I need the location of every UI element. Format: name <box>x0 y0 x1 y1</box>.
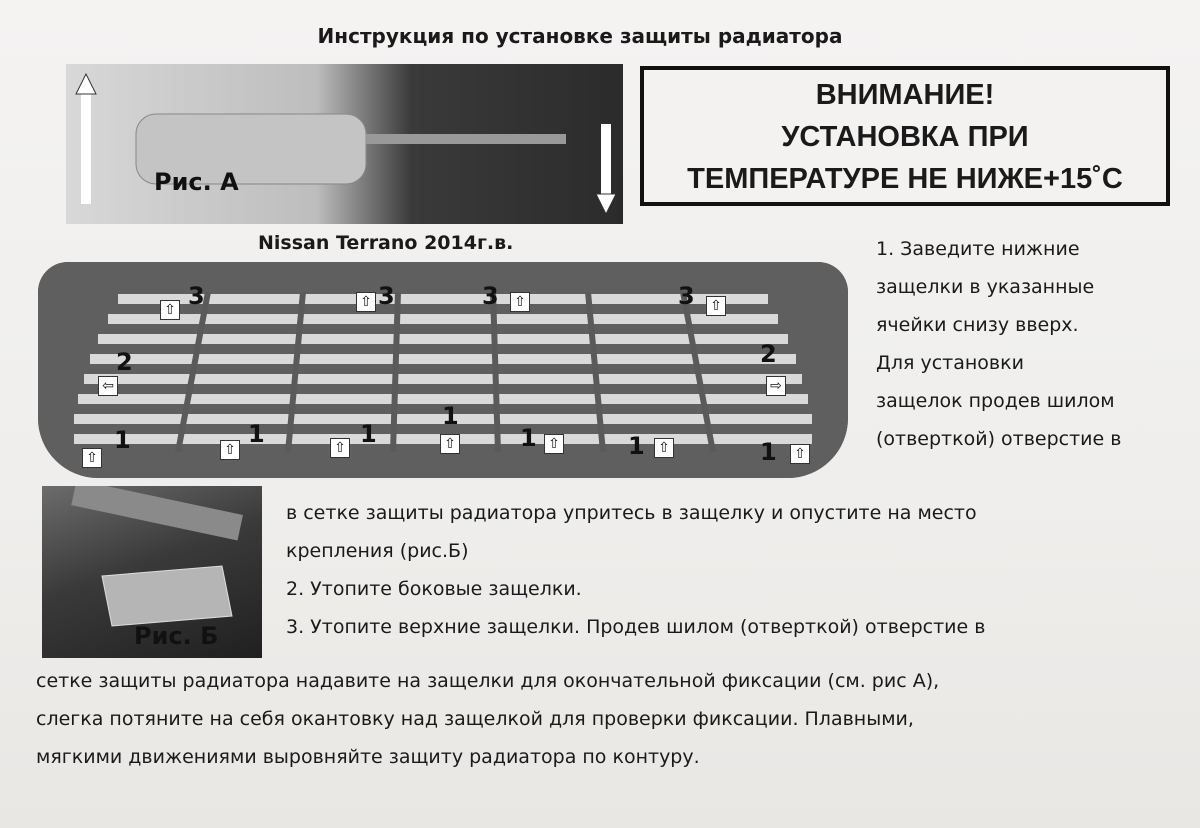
continuation-text <box>286 494 985 646</box>
continuation-line: в сетке защиты радиатора упритесь в защелку и опустите на место <box>286 502 977 524</box>
marker-number: 3 <box>482 282 499 310</box>
page-title: Инструкция по установке защиты радиатора <box>317 24 843 48</box>
warning-box <box>640 66 1170 206</box>
marker-number: 1 <box>248 420 265 448</box>
marker-arrow: ⇧ <box>330 438 350 458</box>
step1-line: (отверткой) отверстие в <box>876 428 1122 450</box>
marker-arrow: ⇨ <box>766 376 786 396</box>
photo-a-label: Рис. А <box>154 168 239 196</box>
step1-line: 1. Заведите нижние <box>876 238 1080 260</box>
step1-line: Для установки <box>876 352 1024 374</box>
step1-line: ячейки снизу вверх. <box>876 314 1079 336</box>
continuation-line: 3. Утопите верхние защелки. Продев шилом (отверткой) отверстие в <box>286 616 986 638</box>
continuation-line: 2. Утопите боковые защелки. <box>286 578 582 600</box>
continuation-line: крепления (рис.Б) <box>286 540 469 562</box>
marker-arrow: ⇧ <box>356 292 376 312</box>
marker-arrow: ⇧ <box>160 300 180 320</box>
marker-arrow: ⇧ <box>440 434 460 454</box>
final-line: мягкими движениями выровняйте защиту радиатора по контуру. <box>36 746 700 768</box>
marker-arrow: ⇧ <box>510 292 530 312</box>
marker-arrow: ⇧ <box>654 438 674 458</box>
model-label: Nissan Terrano 2014г.в. <box>258 232 514 254</box>
photo-a-illustration <box>66 64 623 224</box>
marker-arrow: ⇧ <box>706 296 726 316</box>
step1-line: защелки в указанные <box>876 276 1095 298</box>
warning-line-1: ВНИМАНИЕ! <box>815 79 995 111</box>
marker-number: 3 <box>378 282 395 310</box>
final-line: сетке защиты радиатора надавите на защелки для окончательной фиксации (см. рис А), <box>36 670 940 692</box>
marker-number: 1 <box>442 402 459 430</box>
final-text <box>36 662 939 776</box>
marker-arrow: ⇦ <box>98 376 118 396</box>
marker-number: 1 <box>114 426 131 454</box>
marker-number: 1 <box>360 420 377 448</box>
warning-line-3: ТЕМПЕРАТУРЕ НЕ НИЖЕ+15˚С <box>687 163 1123 195</box>
marker-arrow: ⇧ <box>544 434 564 454</box>
warning-line-2: УСТАНОВКА ПРИ <box>781 121 1029 153</box>
photo-a <box>66 64 623 224</box>
marker-number: 1 <box>628 432 645 460</box>
step1-line: защелок продев шилом <box>876 390 1115 412</box>
photo-b <box>42 486 262 658</box>
photo-b-label: Рис. Б <box>134 622 219 650</box>
final-line: слегка потяните на себя окантовку над защелкой для проверки фиксации. Плавными, <box>36 708 914 730</box>
marker-arrow: ⇧ <box>790 444 810 464</box>
marker-number: 1 <box>520 424 537 452</box>
marker-number: 3 <box>188 282 205 310</box>
marker-number: 3 <box>678 282 695 310</box>
marker-arrow: ⇧ <box>220 440 240 460</box>
marker-number: 2 <box>116 348 133 376</box>
grille-photo <box>38 262 848 478</box>
marker-number: 2 <box>760 340 777 368</box>
marker-arrow: ⇧ <box>82 448 102 468</box>
step1-text <box>876 230 1121 458</box>
marker-number: 1 <box>760 438 777 466</box>
